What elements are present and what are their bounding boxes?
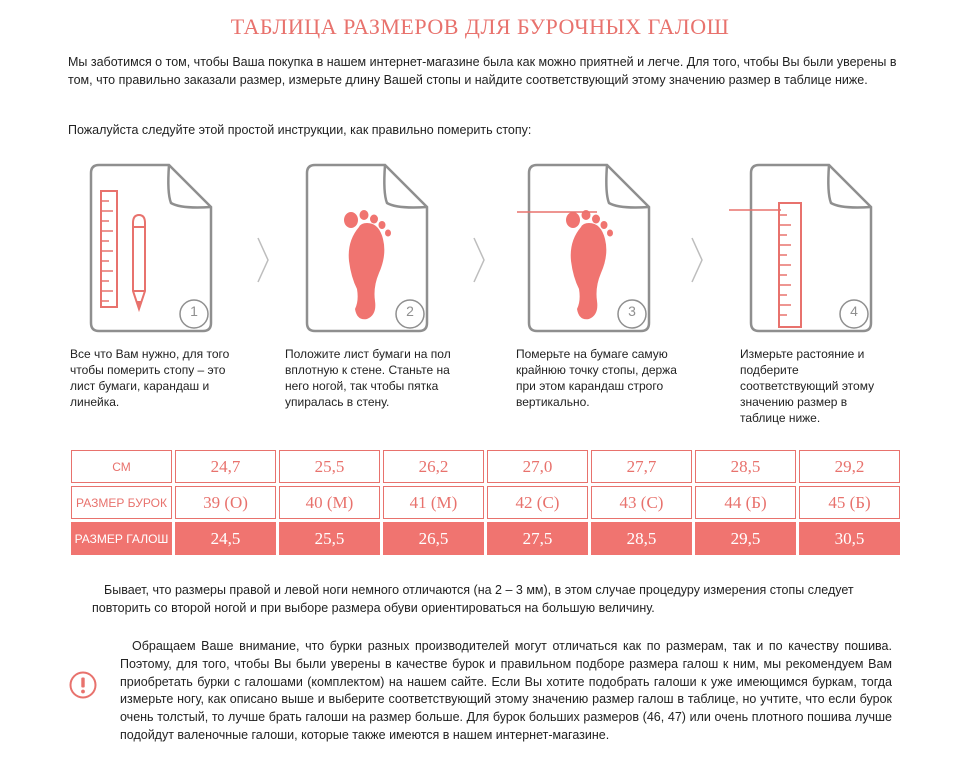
table-cell: 40 (М) [279,486,380,519]
row-header: СМ [71,450,172,483]
page-title: ТАБЛИЦА РАЗМЕРОВ ДЛЯ БУРОЧНЫХ ГАЛОШ [230,14,730,39]
mark-line [517,210,597,214]
table-cell: 28,5 [695,450,796,483]
step-number: 4 [850,303,858,319]
table-cell: 44 (Б) [695,486,796,519]
instruction-text: Пожалуйста следуйте этой простой инструкции, как правильно померить стопу: [68,123,532,137]
step-number: 2 [406,303,414,319]
mark-line [729,208,781,212]
table-cell: 41 (М) [383,486,484,519]
step-4-caption: Измерьте растояние и подберите соответствующий этому значению размер в таблице ниже. [740,347,875,425]
table-cell: 26,5 [383,522,484,555]
intro-paragraph: Мы заботимся о том, чтобы Ваша покупка в нашем интернет-магазине была как можно приятней и легче. Для того, чтобы Вы были уверены в том, что правильно заказали размер, измерьте длину Вашей стопы и найдите соответствующий этому значению размер в таблице ниже. [68,55,897,87]
table-cell: 39 (О) [175,486,276,519]
table-cell: 28,5 [591,522,692,555]
table-cell: 27,7 [591,450,692,483]
note-paragraph-1: Бывает, что размеры правой и левой ноги немного отличаются (на 2 – 3 мм), в этом случае процедуру измерения стопы следует повторить со второй ногой и при выборе размера обуви ориентироваться на большую величину. [92,583,854,615]
table-cell: 45 (Б) [799,486,900,519]
table-row [71,486,900,519]
chevron-right-icon [690,236,704,284]
table-cell: 25,5 [279,522,380,555]
table-cell: 26,2 [383,450,484,483]
step-number: 3 [628,303,636,319]
exclamation-icon [69,671,97,699]
step-1-caption: Все что Вам нужно, для того чтобы померить стопу – это лист бумаги, карандаш и линейка. [70,347,230,409]
table-cell: 43 (С) [591,486,692,519]
table-cell: 29,2 [799,450,900,483]
step-3-caption: Померьте на бумаге самую крайнюю точку стопы, держа при этом карандаш строго вертикально. [516,347,677,409]
table-cell: 27,0 [487,450,588,483]
step-2-caption: Положите лист бумаги на пол вплотную к стене. Станьте на него ногой, так чтобы пятка упиралась в стену. [285,347,451,409]
step-1-illustration [89,163,214,333]
table-cell: 27,5 [487,522,588,555]
size-table [68,447,903,558]
row-header: РАЗМЕР БУРОК [71,486,172,519]
step-2-illustration [305,163,430,333]
chevron-right-icon [472,236,486,284]
table-row [71,522,900,555]
table-cell: 24,5 [175,522,276,555]
step-4-illustration [749,163,874,333]
table-cell: 25,5 [279,450,380,483]
table-cell: 29,5 [695,522,796,555]
row-header: РАЗМЕР ГАЛОШ [71,522,172,555]
table-cell: 30,5 [799,522,900,555]
step-3-illustration [527,163,652,333]
table-cell: 42 (С) [487,486,588,519]
step-number: 1 [190,303,198,319]
table-cell: 24,7 [175,450,276,483]
table-row [71,450,900,483]
chevron-right-icon [256,236,270,284]
note-paragraph-2: Обращаем Ваше внимание, что бурки разных производителей могут отличаться как по размерам, так и по качеству пошива. Поэтому, для того, чтобы Вы были уверены в качестве бурок и правильном подборе размера галош к ним, мы рекомендуем Вам приобретать бурки с галошами (комплектом) на нашем сайте. Если Вы хотите подобрать галоши к уже имеющимся буркам, тогда измерьте ногу, как описано выше и выберите соответствующий этому значению размер галош в таблице, но учтите, что если бурок очень толстый, то лучше брать галоши на размер больше. Для бурок больших размеров (46, 47) или очень плотного пошива лучше подойдут валеночные галоши, которые также имеются в нашем интернет-магазине. [120,639,892,742]
